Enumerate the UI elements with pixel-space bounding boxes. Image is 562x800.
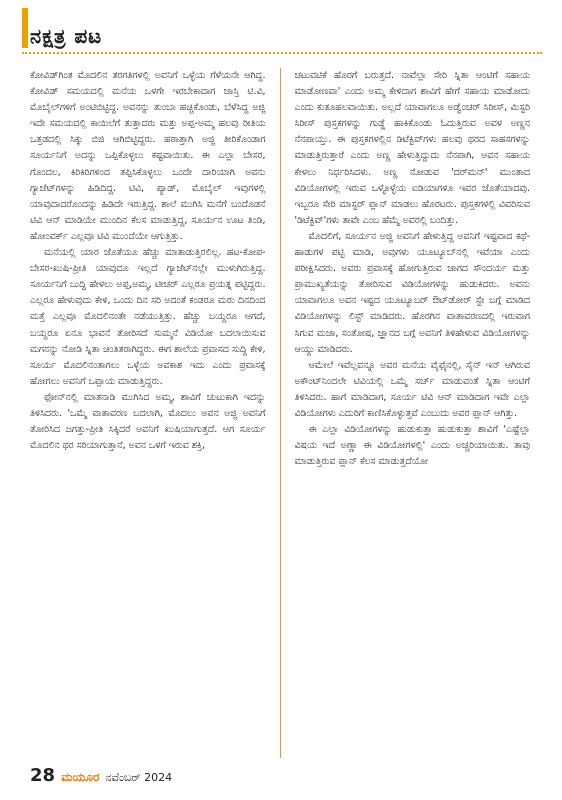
paragraph: ಮನೆಯಲ್ಲಿ ಯಾರ ಜೊತೆಯೂ ಹೆಚ್ಚು ಮಾತಾಡುತ್ತಿರಲಿಲ್ಲ. ಹಟ-ಕೋಪ-ಬೇಸರ-ಖುಷಿ-ಪ್ರೀತಿ ಯಾವುದೂ ಇಲ್ಲದೆ ಗ್ಯಾಜೆಟ್‌ನಲ್ಲೇ ಮುಳುಗಿರುತ್ತಿದ್ದ. ಸೂರ್ಯನಿಗೆ ಬುದ್ಧಿ ಹೇಳಲು ಅಪ್ಪ,ಅಮ್ಮ, ಟೀಚರ್ ಎಲ್ಲರೂ ಪ್ರಯತ್ನ ಪಟ್ಟಿದ್ದರು. ಎಲ್ಲರೂ ಹೇಳುವುದು ಕೇಳಿ, ಒಂದು ದಿನ ಸರಿ ಅದಂತೆ ಕಂಡರೂ ಮರು ದಿನದಿಂದ ಮತ್ತೆ ಎಲ್ಲವೂ ಮೊದಲಿನಂತೇ ನಡೆಯುತ್ತಿತ್ತು. ಹೆಚ್ಚು ಬಯ್ದರೂ ಆಗದೆ, ಬಯ್ದರೂ ಏನೂ ಭಾವನೆ ತೋರಿಸದೆ ಸುಮ್ಮನೆ ವಿಡಿಯೋ ಬದಲಾಯಿಸುವ ಮಗನನ್ನು ನೋಡಿ ಸ್ನಿತಾ ಚಿಂತಿತರಾಗಿದ್ದರು. ಈಗ ಶಾಲೆಯ ಪ್ರವಾಸದ ಸುದ್ದಿ ಕೇಳಿ, ಸೂರ್ಯ ಮೊದಲಿನಂತಾಗಲು ಒಳ್ಳೆಯ ಅವಕಾಶ ಇದು ಎಂದು ಪ್ರವಾಸಕ್ಕೆ ಹೋಗಲು ಅವನಿಗೆ ಒಪ್ಪಾಯ ಮಾಡುತ್ತಿದ್ದರು.: [30, 247, 266, 387]
paragraph: ಚಟುವಟಿಕೆ ಹೊರಗೆ ಬರುತ್ತದೆ. ನಾವೆಲ್ಲಾ ಸೇರಿ ಸ್ನಿತಾ ಆಂಟಿಗೆ ಸಹಾಯ ಮಾಡೋಣವಾ' ಎಂದು ಅಮ್ಮ ಕೇಳಿದಾಗ ಶಾವಿಗೆ ಹೇಗೆ ಸಹಾಯ ಮಾಡೋದು ಎಂದು ಕುತೂಹಲವಾಯಿತು. ಅಲ್ಲದೆ ಯಾವಾಗಲೂ ಅಡ್ವೆಂಚರ್ ಸಿರೀಸ್, ಮಿಸ್ಟರಿ ಸಿರೀಸ್ ಪುಸ್ತಕಗಳನ್ನು ಗುಡ್ಡೆ ಹಾಕಿಕೊಂಡು ಓದುತ್ತಿರುವ ಅವಳ ಅಣ್ಣನ ನೆನಪಾಯ್ತು. ಈ ಪುಸ್ತಕಗಳಲ್ಲಿನ ಡಿಟೆಕ್ಟಿವ್‌ಗಳು ಹಲವು ಥರದ ಸಾಹಸಗಳನ್ನು ಮಾಡುತ್ತಿರುತ್ತಾರೆ ಎಂದು ಅಣ್ಣ ಹೇಳುತ್ತಿದ್ದುದು ನೆನಪಾಗಿ, ಅವನ ಸಹಾಯ ಕೇಳಲು ನಿರ್ಧರಿಸಿದಳು. ಅಣ್ಣ ನೋಡುವ 'ದರ್‌ಮನ್' ಮುಂತಾದ ವಿಡಿಯೋಗಳಲ್ಲಿ ಇರುವ ಒಳ್ಳೊಳ್ಳೆಯ ಐಡಿಯಾಗಳೂ ಇವರ ಜೊತೆಯಾದವು. ಇಬ್ಬರೂ ಸೇರಿ ಮಾಸ್ಟರ್ ಪ್ಲಾನ್ ಮಾಡಲು ಹೊರಟರು. ಪುಸ್ತಕಗಳಲ್ಲಿ ವಿವರಿಸುವ 'ಡಿಟೆಕ್ಟಿವ್'ಗಳು ತಾವೇ ಎಂಬ ಹೆಮ್ಮೆ ಅವರಲ್ಲಿ ಬಂದಿತ್ತು.: [294, 70, 530, 226]
column-right: [295, 68, 531, 758]
column-divider: [280, 68, 281, 758]
paragraph: ಮೊದಲಿಗೆ, ಸೂರ್ಯನ ಅಜ್ಜಿ ಅವನಿಗೆ ಹೇಳುತ್ತಿದ್ದ ಅವನಿಗೆ ಇಷ್ಟವಾದ ಕಥೆ-ಹಾಡುಗಳ ಪಟ್ಟಿ ಮಾಡಿ, ಅವುಗಳು ಯೂಟ್ಯೂಬ್‌ನಲ್ಲಿ ಇವೆಯಾ ಎಂದು ಪರೀಕ್ಷಿಸಿದರು. ಅವರು ಪ್ರವಾಸಕ್ಕೆ ಹೋಗುತ್ತಿರುವ ಜಾಗದ ಸೌಂದರ್ಯ ಮತ್ತು ಪ್ರಾಮುಖ್ಯತೆಯನ್ನು ತೋರಿಸುವ ವಿಡಿಯೋಗಳನ್ನು ಹುಡುಕಿದರು. ಅವನು ಯಾವಾಗಲೂ ಅವನ ಇಷ್ಟದ ಯೂಟ್ಯೂಬರ್ ಔಟ್‌ಡೋರ್ ಸ್ಟೇ ಬಗ್ಗೆ ಮಾಡಿದ ವಿಡಿಯೋಗಳನ್ನು ಲಿಸ್ಟ್ ಮಾಡಿದರು. ಹೊರಗಿನ ವಾತಾವರಣದಲ್ಲಿ ಇರುವಾಗ ಸಿಗುವ ಮಜಾ, ಸಂತೋಷ, ಜ್ಞಾನದ ಬಗ್ಗೆ ಅವನಿಗೆ ತಿಳಿಹೇಳುವ ವಿಡಿಯೋಗಳನ್ನು ಆಯ್ದು ಮಾಡಿದರು.: [294, 230, 530, 355]
column-left: [30, 68, 266, 758]
paragraph: ಫೋನ್‌ನಲ್ಲಿ ಮಾತನಾಡಿ ಮುಗಿಸಿದ ಅಮ್ಮ, ಶಾವಿಗೆ ಚುಟುಕಾಗಿ ಇದನ್ನು ತಿಳಿಸಿದರು. 'ಒಮ್ಮೆ ವಾತಾವರಣ ಬದಲಾಗಿ, ಮೊದಲು ಅವನ ಅಜ್ಜಿ ಅವನಿಗೆ ತೋರಿಸಿದ ಜಗತ್ತು-ಪ್ರೀತಿ ಸಿಕ್ಕಿದರೆ ಅವನಿಗೆ ಖುಷಿಯಾಗುತ್ತದೆ. ಆಗ ಸೂರ್ಯ ಮೊದಲಿನ ಥರ ಸರಿಯಾಗುತ್ತಾನೆ, ಅವನ ಒಳಗೆ ಇರುವ ಶಕ್ತಿ,: [30, 391, 266, 452]
header-divider: [22, 52, 542, 54]
article-body: [30, 68, 530, 758]
paragraph: ಈ ಎಲ್ಲಾ ವಿಡಿಯೋಗಳನ್ನು ಹುಡುಕುತ್ತಾ ಹುಡುಕುತ್ತಾ ಶಾವಿಗೆ 'ಎಷ್ಟೆಲ್ಲಾ ವಿಷಯ ಇದೆ ಅಣ್ಣಾ ಈ ವಿಡಿಯೋಗಳಲ್ಲಿ' ಎಂದು ಅಚ್ಚರಿಯಾಯಿತು. ತಾವು ಮಾಡುತ್ತಿರುವ ಪ್ಲಾನ್ ಕೆಲಸ ಮಾಡುತ್ತದೆಯೋ: [294, 424, 530, 468]
paragraph: ಆಮೇಲೆ ಇವೆಲ್ಲವನ್ನೂ ಅವರ ಮನೆಯ ವೈಫೈನಲ್ಲಿ, ಸೈನ್ ಇನ್ ಆಗಿರುವ ಅಕೌಂಟ್‌ನಿಂದಲೇ ಟಿವಿಯಲ್ಲಿ ಒಮ್ಮೆ ಸರ್ಚ್ ಮಾಡುವಂತೆ ಸ್ನಿತಾ ಆಂಟಿಗೆ ತಿಳಿಸಿದರು. ಹಾಗೆ ಮಾಡಿದಾಗ, ಸೂರ್ಯ ಟಿವಿ ಆನ್ ಮಾಡಿದಾಗ ಇವೇ ಎಲ್ಲಾ ವಿಡಿಯೋಗಳು ಎದುರಿಗೆ ಕಾಣಿಸಿಕೊಳ್ಳುತ್ತವೆ ಎಂಬುದು ಅವರ ಪ್ಲಾನ್ ಆಗಿತ್ತು.: [294, 359, 530, 419]
issue-date: ನವೆಂಬರ್ 2024: [105, 771, 173, 784]
magazine-name: ಮಯೂರ: [61, 770, 100, 784]
page-header: [22, 8, 542, 64]
page-number: 28: [30, 765, 56, 786]
paragraph: ಕೋವಿಡ್‌ಗಿಂತ ಮೊದಲಿನ ತರಗತಿಗಳಲ್ಲಿ ಅವನಿಗೆ ಒಳ್ಳೆಯ ಗೆಳೆಯನೇ ಆಗಿದ್ದ. ಕೋವಿಡ್ ಸಮಯದಲ್ಲಿ ಮನೆಯ ಒಳಗೇ ಇರಬೇಕಾದಾಗ ಜಾಸ್ತಿ ಟಿ.ವಿ, ಮೊಬೈಲ್‌ಗಳಿಗೆ ಅಂಟಿಬಿಟ್ಟಿದ್ದ. ಅವನನ್ನು ತುಂಬಾ ಹಚ್ಚಿಕೊಂಡು, ಬೆಳೆಸಿದ್ದ ಅಜ್ಜಿ ಇದೇ ಸಮಯದಲ್ಲಿ ಕಾಯಿಲೆಗೆ ತುತ್ತಾದರು ಮತ್ತು ಅಪ್ಪ-ಅಮ್ಮ ಹಲವು ರೀತಿಯ ಒತ್ತಡದಲ್ಲಿ ಸಿಕ್ಕು ಬಿಜಿ ಆಗಿಬಿಟ್ಟಿದ್ದರು. ಹಠಾತ್ತಾಗಿ ಅಜ್ಜಿ ತೀರಿಕೊಂಡಾಗ ಸೂರ್ಯನಿಗೆ ಅದನ್ನು ಒಪ್ಪಿಕೊಳ್ಳಲು ಕಷ್ಟವಾಯಿತು. ಈ ಎಲ್ಲಾ ಬೇಸರ, ಗೊಂದಲ, ಕಿರಿಕಿರಿಗಳಿಂದ ತಪ್ಪಿಸಿಕೊಳ್ಳಲು ಒಂದೇ ದಾರಿಯಾಗಿ ಅವನು ಗ್ಯಾಜೆಟ್‌ಗಳನ್ನು ಹಿಡಿದಿದ್ದ. ಟಿವಿ, ಪ್ಯಾಡ್, ಮೊಬೈಲ್ ಇವುಗಳಲ್ಲಿ ಯಾವುದಾದರೊಂದನ್ನು ಹಿಡಿದೇ ಇರುತ್ತಿದ್ದ. ಶಾಲೆ ಮುಗಿಸಿ ಮನೆಗೆ ಬಂದೊಡನೆ ಟಿವಿ ಆನ್ ಮಾಡಿಯೇ ಮುಂದಿನ ಕೆಲಸ ಮಾಡುತ್ತಿದ್ದ, ಸೂರ್ಯನ ಊಟ ತಿಂಡಿ, ಹೋಂವರ್ಕ್ ಎಲ್ಲವೂ ಟಿವಿ ಮುಂದೆಯೇ ಆಗುತ್ತಿತ್ತು.: [30, 70, 266, 242]
section-title: ನಕ್ಷತ್ರ ಪಟ: [30, 24, 103, 48]
header-accent-bar: [22, 8, 28, 48]
page-footer: [30, 765, 172, 787]
